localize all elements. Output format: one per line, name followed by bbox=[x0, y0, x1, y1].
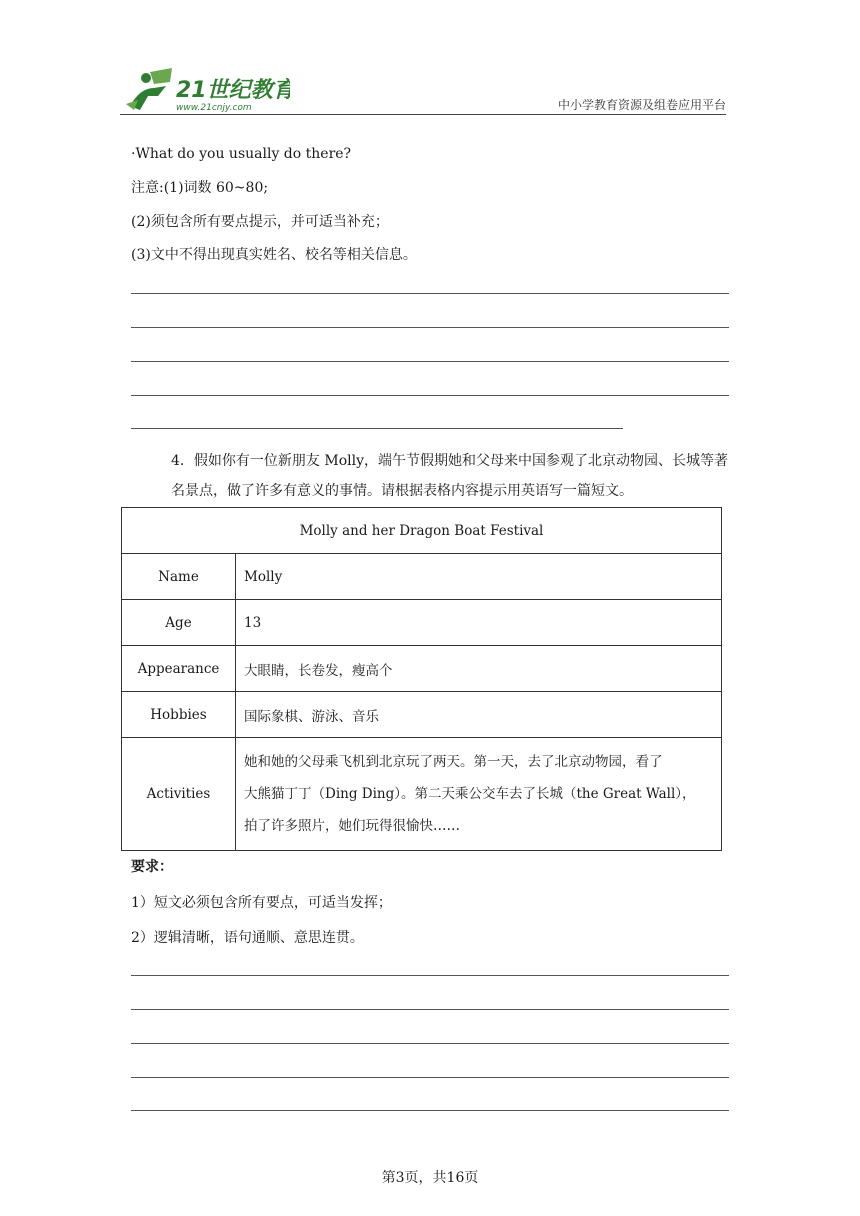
page-header bbox=[120, 66, 726, 116]
table-row bbox=[122, 646, 722, 692]
table-row bbox=[122, 554, 722, 600]
info-table bbox=[121, 507, 722, 851]
row-label: Name bbox=[122, 554, 236, 600]
answer-line[interactable] bbox=[131, 1043, 729, 1044]
q3-note-1: 注意:(1)词数 60~80; bbox=[131, 180, 269, 196]
q4-prompt: 4．假如你有一位新朋友 Molly，端午节假期她和父母来中国参观了北京动物园、长城等著名景点，做了许多有意义的事情。请根据表格内容提示用英语写一篇短文。 bbox=[171, 453, 728, 499]
row-label: Appearance bbox=[122, 646, 236, 692]
q3-note-2: (2)须包含所有要点提示，并可适当补充； bbox=[131, 214, 389, 230]
answer-line[interactable] bbox=[131, 1077, 729, 1078]
requirement-1: 1）短文必须包含所有要点，可适当发挥； bbox=[131, 895, 392, 911]
site-logo bbox=[120, 66, 290, 116]
answer-line[interactable] bbox=[131, 428, 623, 429]
row-value: 国际象棋、游泳、音乐 bbox=[236, 692, 722, 738]
q3-prompt-line: ·What do you usually do there? bbox=[131, 146, 352, 162]
answer-line[interactable] bbox=[131, 327, 729, 328]
row-label: Age bbox=[122, 600, 236, 646]
svg-text:21世纪教育: 21世纪教育 bbox=[176, 78, 290, 103]
answer-line[interactable] bbox=[131, 1110, 729, 1111]
row-value: 13 bbox=[236, 600, 722, 646]
header-divider bbox=[120, 114, 726, 115]
requirement-2: 2）逻辑清晰，语句通顺、意思连贯。 bbox=[131, 930, 364, 946]
table-title: Molly and her Dragon Boat Festival bbox=[122, 508, 722, 554]
answer-line[interactable] bbox=[131, 1009, 729, 1010]
answer-line[interactable] bbox=[131, 975, 729, 976]
page-number: 第3页，共16页 bbox=[381, 1170, 479, 1186]
row-value: Molly bbox=[236, 554, 722, 600]
svg-text:www.21cnjy.com: www.21cnjy.com bbox=[176, 103, 252, 113]
table-row bbox=[122, 600, 722, 646]
activities-text: 她和她的父母乘飞机到北京玩了两天。第一天，去了北京动物园，看了 大熊猫丁丁（Ding Ding）。第二天乘公交车去了长城（the Great Wall）， 拍了许多照片，她们玩得很愉快…… bbox=[236, 738, 722, 851]
row-label: Hobbies bbox=[122, 692, 236, 738]
requirements-title: 要求： bbox=[131, 859, 173, 875]
row-value: 大眼睛，长卷发，瘦高个 bbox=[236, 646, 722, 692]
platform-name: 中小学教育资源及组卷应用平台 bbox=[557, 98, 726, 112]
answer-line[interactable] bbox=[131, 293, 729, 294]
table-row bbox=[122, 738, 722, 851]
answer-line[interactable] bbox=[131, 361, 729, 362]
q3-note-3: (3)文中不得出现真实姓名、校名等相关信息。 bbox=[131, 247, 417, 263]
answer-line[interactable] bbox=[131, 395, 729, 396]
table-row bbox=[122, 692, 722, 738]
row-label: Activities bbox=[122, 738, 236, 851]
